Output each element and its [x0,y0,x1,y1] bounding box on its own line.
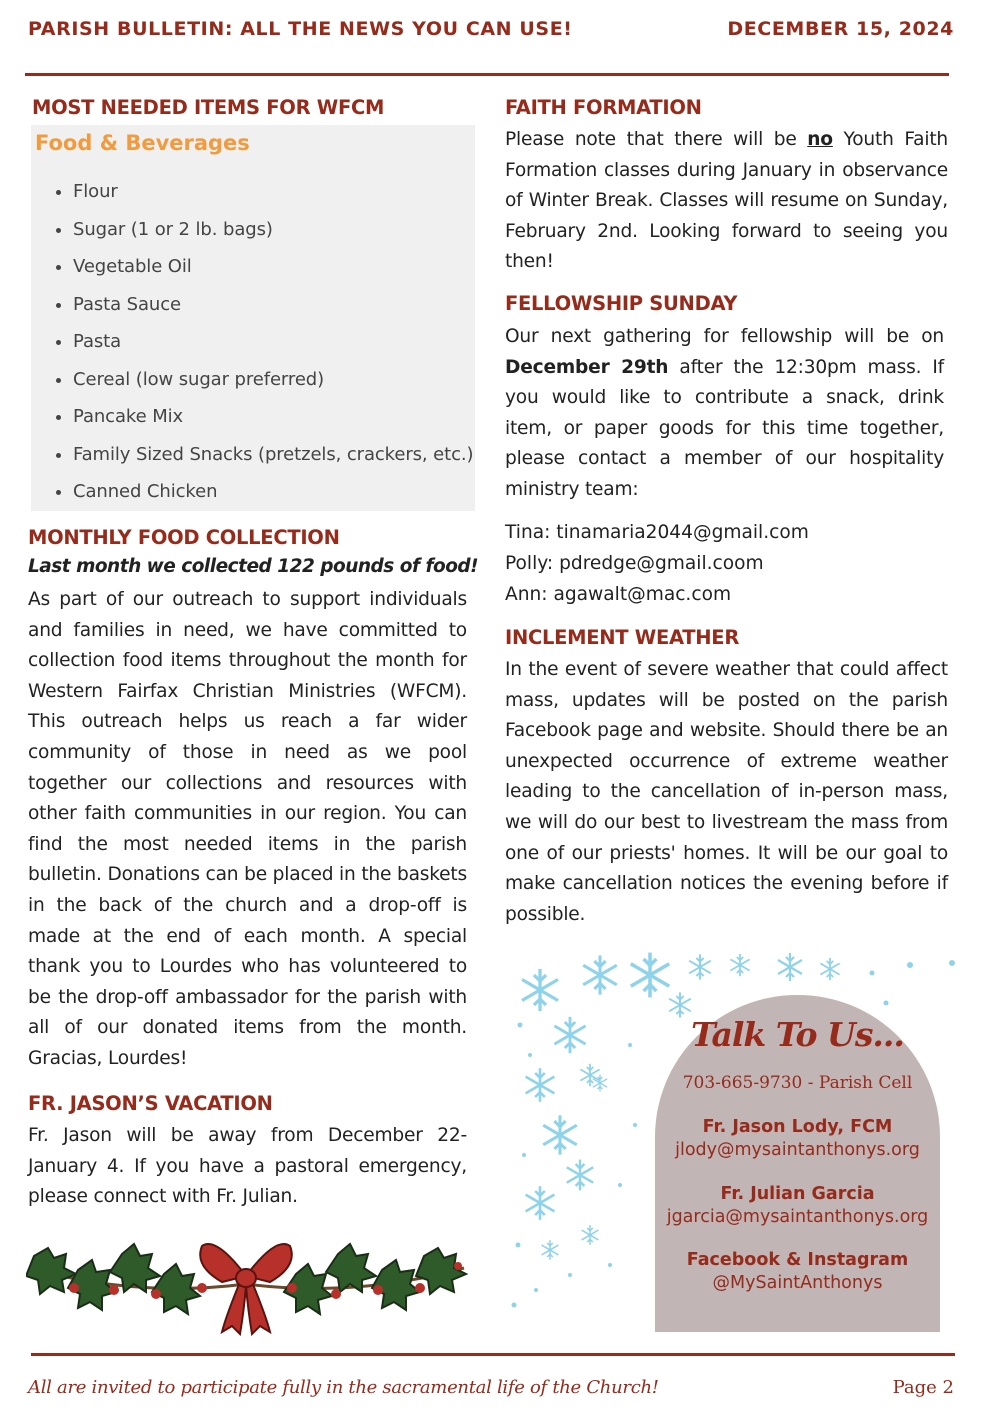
list-item: • Pancake Mix [73,398,473,436]
list-item: • Canned Chicken [73,473,473,511]
fellowship-text-1: Our next gathering for fellowship will be on [505,326,944,347]
contact-ann[interactable]: Ann: agawalt@mac.com [505,584,732,605]
weather-heading: INCLEMENT WEATHER [505,626,740,649]
contact-polly[interactable]: Polly: pdredge@gmail.coom [505,553,764,574]
food-beverages-subheading: Food & Beverages [35,131,250,155]
faith-emphasis: no [807,129,833,150]
hospitality-contacts [505,517,809,610]
list-item: • Pasta Sauce [73,286,473,324]
vacation-body: Fr. Jason will be away from December 22-January 4. If you have a pastoral emergency, please connect with Fr. Julian. [28,1125,467,1208]
fellowship-date: December 29th [505,356,669,378]
monthly-collection-highlight: Last month we collected 122 pounds of food! [28,556,479,577]
list-item: • Pasta [73,323,473,361]
list-item: • Family Sized Snacks (pretzels, crackers, etc.) [73,436,473,474]
list-item: • Sugar (1 or 2 lb. bags) [73,211,473,249]
bulletin-date: DECEMBER 15, 2024 [727,18,954,40]
faith-formation-heading: FAITH FORMATION [505,96,702,119]
footer-tagline: All are invited to participate fully in the sacramental life of the Church! [28,1377,659,1398]
fellowship-heading: FELLOWSHIP SUNDAY [505,292,738,315]
monthly-collection-body: As part of our outreach to support individuals and families in need, we have committed to collection food items throughout the month for Western Fairfax Christian Ministries (WFCM). This outreach helps us reach a far wider community of those in need as we pool together our collections and resources with other faith communities in our region. You can find the most needed items in the parish bulletin. Donations can be placed in the baskets in the back of the church and a drop-off is made at the end of each month. A special thank you to Lourdes who has volunteered to be the drop-off ambassador for the parish with all of our donated items from the month. Gracias, Lourdes! [28,589,467,1069]
contact-email[interactable]: jlody@mysaintanthonys.org [675,1140,920,1160]
faith-text-2: Youth Faith Formation classes during January in observance of Winter Break. Classes will resume on Sunday, February 2nd. Looking forward to seeing you then! [505,129,948,273]
bulletin-title: PARISH BULLETIN: ALL THE NEWS YOU CAN USE! [28,18,573,40]
contact-name: Facebook & Instagram [686,1250,909,1270]
social-handle[interactable]: @MySaintAnthonys [712,1273,883,1293]
top-divider [25,73,949,76]
needed-items-box [31,125,475,511]
contact-tina[interactable]: Tina: tinamaria2044@gmail.com [505,522,809,543]
wfcm-heading: MOST NEEDED ITEMS FOR WFCM [32,96,385,119]
bottom-divider [31,1353,955,1356]
page-number: Page 2 [892,1377,954,1398]
monthly-collection-heading: MONTHLY FOOD COLLECTION [28,526,340,549]
faith-text-1: Please note that there will be [505,129,808,150]
holly-garland-image [26,1226,468,1338]
talk-to-us-title: Talk To Us... [691,1015,904,1054]
contact-name: Fr. Julian Garcia [720,1184,875,1204]
contact-name: Fr. Jason Lody, FCM [702,1117,893,1137]
faith-formation-body [505,125,948,278]
list-item: • Flour [73,173,473,211]
list-item: • Cereal (low sugar preferred) [73,361,473,399]
vacation-heading: FR. JASON’S VACATION [28,1092,273,1115]
fellowship-body [505,322,944,506]
contact-email[interactable]: jgarcia@mysaintanthonys.org [666,1207,929,1227]
list-item: • Vegetable Oil [73,248,473,286]
fellowship-text-2: after the 12:30pm mass. If you would like to contribute a snack, drink item, or paper goods for this time together, please contact a member of our hospitality ministry team: [505,356,944,500]
weather-body: In the event of severe weather that could affect mass, updates will be posted on the parish Facebook page and website. Should there be an unexpected occurrence of extreme weather leading to the cancellation of in-person mass, we will do our best to livestream the mass from one of our priests' homes. It will be our goal to make cancellation notices the evening before if possible. [505,659,948,925]
parish-phone[interactable]: 703-665-9730 - Parish Cell [682,1073,913,1093]
talk-to-us-card [655,995,940,1332]
needed-items-list [31,173,473,511]
